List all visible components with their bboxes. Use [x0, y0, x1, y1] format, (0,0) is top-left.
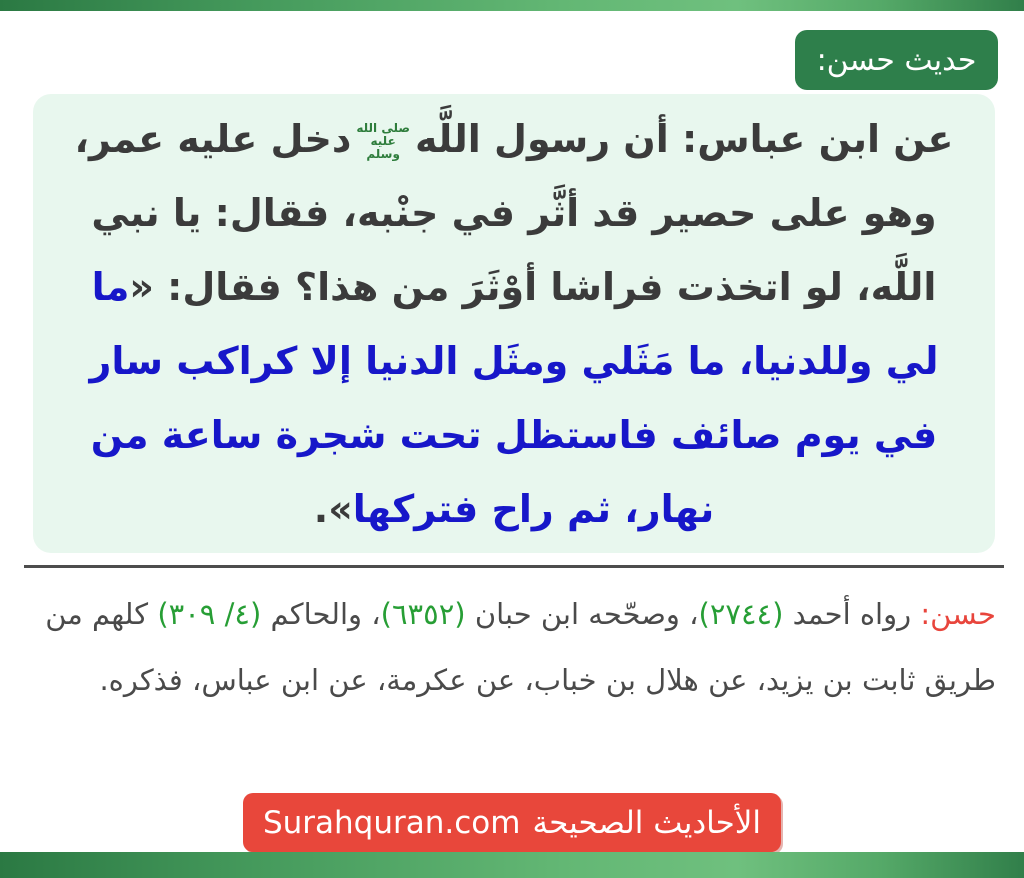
takhrij-text-1: رواه أحمد — [783, 597, 921, 631]
banner-title: الأحاديث الصحيحة — [532, 804, 762, 841]
sas-line-3: وسلم — [366, 146, 400, 161]
hadith-quote: ما لي وللدنيا، ما مَثَلي ومثَل الدنيا إلا كراكب سار في يوم صائف فاستظل تحت شجرة ساعة من نهار، ثم راح فتركها — [89, 264, 939, 531]
hadith-text — [61, 102, 967, 546]
ref-number-ahmad: (٢٧٤٤) — [698, 597, 784, 631]
quote-closing-mark: ». — [313, 486, 353, 531]
grade-label: حسن: — [920, 597, 996, 631]
takhrij-text-4: كلهم من طريق ثابت بن يزيد، عن هلال بن خباب، عن عكرمة، عن ابن عباس، فذكره. — [45, 597, 996, 697]
narration-text-continued: دخل عليه عمر، وهو على حصير قد أثَّر في جنْبه، فقال: يا نبي اللَّه، لو اتخذت فراشا أوْثَرَ من هذا؟ فقال: « — [74, 116, 937, 309]
sas-line-2: عليه — [370, 133, 396, 148]
ref-number-ibn-hibban: (٦٣٥٢) — [380, 597, 466, 631]
ref-number-hakim: (٤/ ٣٠٩) — [157, 597, 262, 631]
hadith-grade-badge-label: حديث حسن: — [816, 42, 977, 78]
hadith-text-box — [33, 94, 995, 553]
separator-line — [24, 565, 1004, 568]
narration-text-start: عن ابن عباس: أن رسول اللَّه — [414, 116, 954, 161]
takhrij-paragraph — [28, 581, 996, 713]
top-gradient-bar — [0, 0, 1024, 11]
hadith-grade-badge — [795, 30, 998, 90]
site-url: Surahquran.com — [262, 804, 521, 841]
sas-line-1: صلى الله — [356, 120, 410, 135]
bottom-gradient-bar — [0, 852, 1024, 878]
sallallahu-alayhi-wasallam-symbol — [356, 122, 410, 161]
takhrij-text-2: ، وصحّحه ابن حبان — [465, 597, 699, 631]
site-banner[interactable] — [243, 793, 781, 852]
takhrij-text-3: ، والحاكم — [261, 597, 381, 631]
